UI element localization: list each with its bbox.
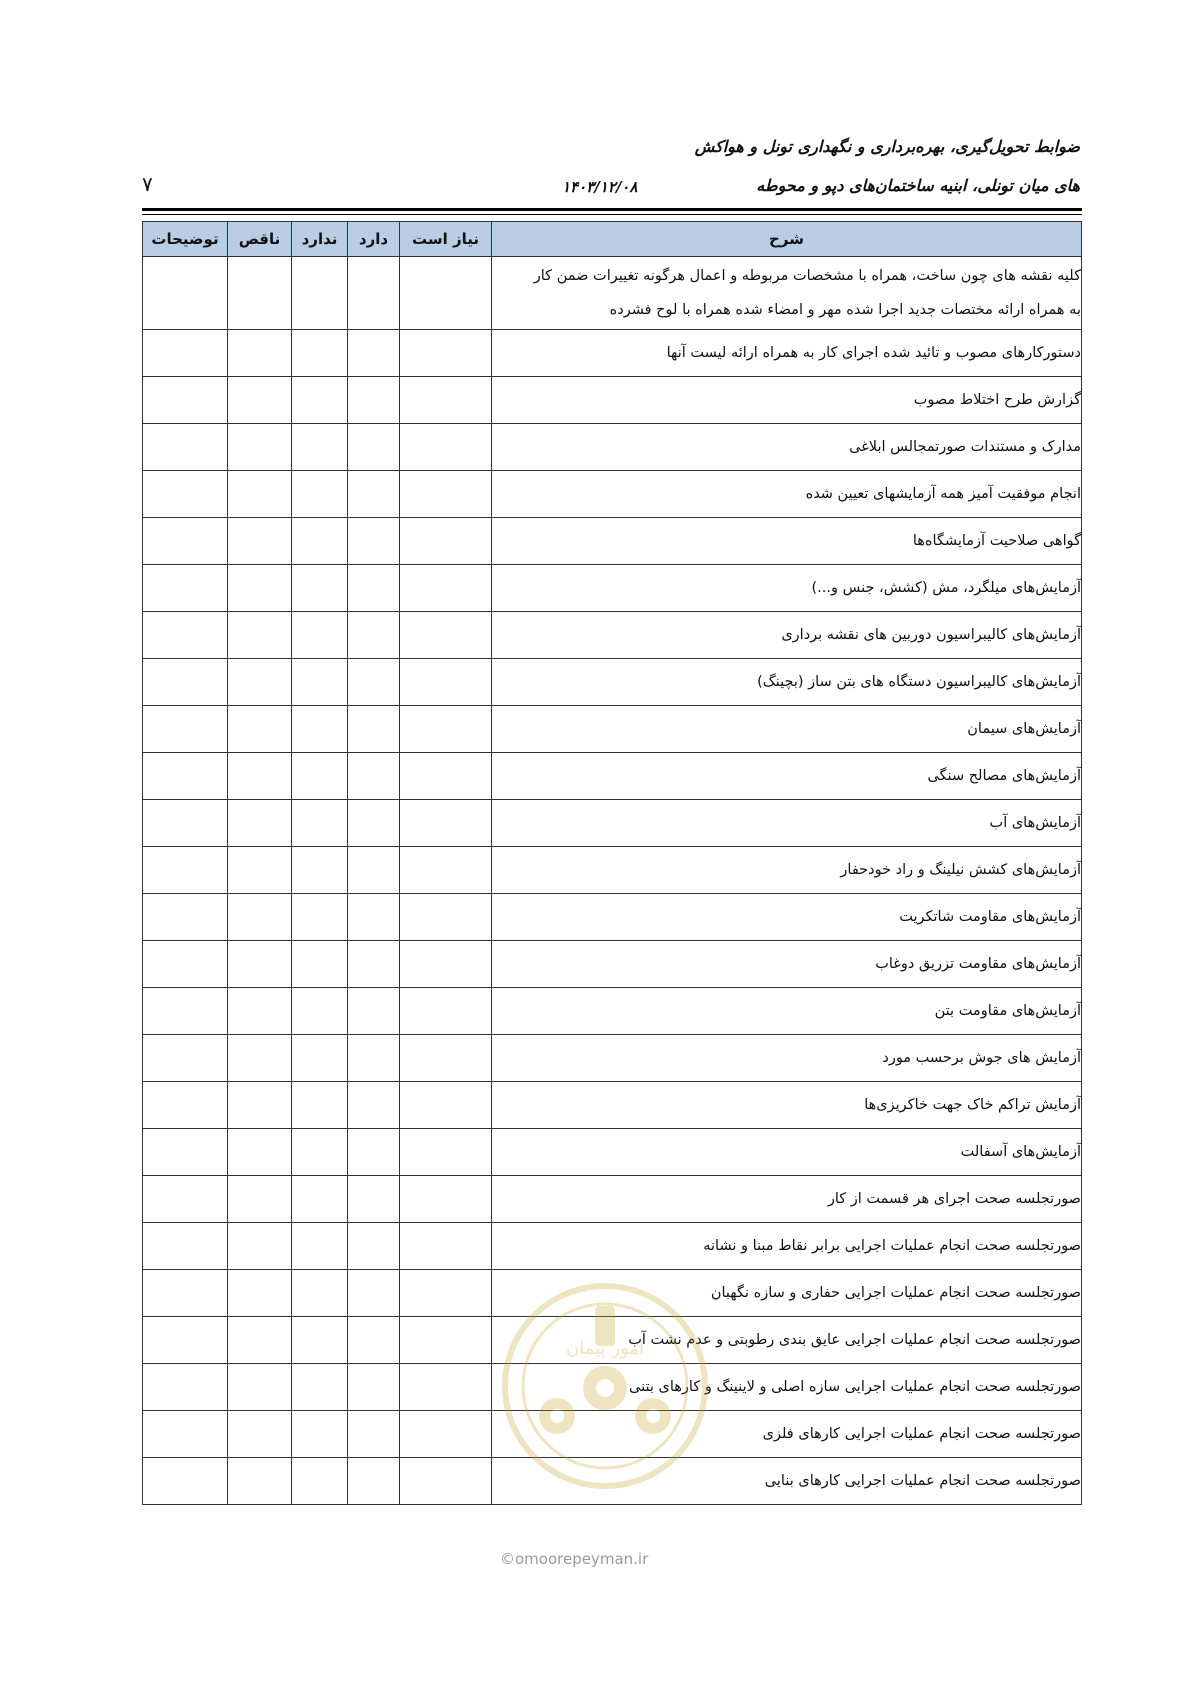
document-date: ۱۴۰۳/۱۲/۰۸: [562, 178, 638, 196]
watermark-url: [500, 1550, 648, 1568]
notes-cell[interactable]: [143, 1176, 228, 1223]
table-row: [143, 1035, 1082, 1082]
row-description-line: آزمایش‌های کالیبراسیون دستگاه های بتن ساز (بچینگ): [757, 674, 1081, 690]
table-row: [143, 565, 1082, 612]
incomplete-cell[interactable]: [228, 424, 292, 471]
notes-cell[interactable]: [143, 1458, 228, 1505]
row-description: [492, 424, 1082, 471]
has-cell[interactable]: [348, 988, 400, 1035]
has-cell[interactable]: [348, 1458, 400, 1505]
document-title-line1: ضوابط تحویل‌گیری، بهره‌برداری و نگهداری تونل و هواکش: [694, 137, 1080, 156]
has-not-cell[interactable]: [292, 612, 348, 659]
has-cell[interactable]: [348, 1082, 400, 1129]
column-header-description: شرح: [492, 222, 1082, 257]
has-not-cell[interactable]: [292, 424, 348, 471]
row-description-line: آزمایش‌های آسفالت: [960, 1144, 1081, 1160]
incomplete-cell[interactable]: [228, 330, 292, 377]
has-not-cell[interactable]: [292, 847, 348, 894]
notes-cell[interactable]: [143, 612, 228, 659]
table-row: [143, 471, 1082, 518]
has-cell[interactable]: [348, 612, 400, 659]
incomplete-cell[interactable]: [228, 1223, 292, 1270]
row-description: [492, 894, 1082, 941]
column-header-required: نیاز است: [400, 222, 492, 257]
has-not-cell[interactable]: [292, 1082, 348, 1129]
incomplete-cell[interactable]: [228, 1082, 292, 1129]
table-row: [143, 894, 1082, 941]
row-description: [492, 471, 1082, 518]
incomplete-cell[interactable]: [228, 1129, 292, 1176]
has-not-cell[interactable]: [292, 377, 348, 424]
has-not-cell[interactable]: [292, 1364, 348, 1411]
row-description: [492, 941, 1082, 988]
table-header-row: [143, 222, 1082, 257]
row-description: [492, 1129, 1082, 1176]
row-description-line: آزمایش‌های سیمان: [967, 721, 1081, 737]
row-description-line: آزمایش‌های مقاومت تزریق دوغاب: [875, 956, 1081, 972]
table-row: [143, 424, 1082, 471]
has-cell[interactable]: [348, 1223, 400, 1270]
required-cell[interactable]: [400, 1317, 492, 1364]
has-cell[interactable]: [348, 659, 400, 706]
has-cell[interactable]: [348, 424, 400, 471]
row-description-line: دستورکارهای مصوب و تائید شده اجرای کار به همراه ارائه لیست آنها: [666, 345, 1081, 361]
row-description-line: صورتجلسه صحت اجرای هر قسمت از کار: [827, 1191, 1081, 1207]
notes-cell[interactable]: [143, 1364, 228, 1411]
incomplete-cell[interactable]: [228, 1411, 292, 1458]
table-row: [143, 1458, 1082, 1505]
has-not-cell[interactable]: [292, 894, 348, 941]
incomplete-cell[interactable]: [228, 377, 292, 424]
row-description: [492, 377, 1082, 424]
row-description-line: گواهی صلاحیت آزمایشگاه‌ها: [912, 533, 1081, 549]
row-description: [492, 988, 1082, 1035]
has-not-cell[interactable]: [292, 1035, 348, 1082]
required-cell[interactable]: [400, 1035, 492, 1082]
has-cell[interactable]: [348, 1270, 400, 1317]
column-header-incomplete: ناقص: [228, 222, 292, 257]
has-not-cell[interactable]: [292, 1270, 348, 1317]
required-cell[interactable]: [400, 941, 492, 988]
row-description: [492, 1364, 1082, 1411]
row-description-line: صورتجلسه صحت انجام عملیات اجرایی سازه اصلی و لاینینگ و کارهای بتنی: [629, 1379, 1081, 1395]
required-cell[interactable]: [400, 424, 492, 471]
notes-cell[interactable]: [143, 518, 228, 565]
notes-cell[interactable]: [143, 1317, 228, 1364]
row-description: [492, 659, 1082, 706]
table-row: [143, 941, 1082, 988]
header-rule-thin: [142, 214, 1082, 215]
table-row: [143, 377, 1082, 424]
row-description-line: صورتجلسه صحت انجام عملیات اجرایی عایق بندی رطوبتی و عدم نشت آب: [628, 1332, 1081, 1348]
notes-cell[interactable]: [143, 800, 228, 847]
required-cell[interactable]: [400, 1176, 492, 1223]
table-row: [143, 706, 1082, 753]
required-cell[interactable]: [400, 1364, 492, 1411]
required-cell[interactable]: [400, 1411, 492, 1458]
has-not-cell[interactable]: [292, 988, 348, 1035]
incomplete-cell[interactable]: [228, 612, 292, 659]
row-description-line: انجام موفقیت آمیز همه آزمایشهای تعیین شده: [805, 486, 1081, 502]
required-cell[interactable]: [400, 706, 492, 753]
column-header-has-not: ندارد: [292, 222, 348, 257]
has-cell[interactable]: [348, 847, 400, 894]
table-row: [143, 847, 1082, 894]
row-description: [492, 565, 1082, 612]
incomplete-cell[interactable]: [228, 753, 292, 800]
notes-cell[interactable]: [143, 753, 228, 800]
required-cell[interactable]: [400, 753, 492, 800]
incomplete-cell[interactable]: [228, 471, 292, 518]
row-description: [492, 1035, 1082, 1082]
table-row: [143, 612, 1082, 659]
table-row: [143, 753, 1082, 800]
notes-cell[interactable]: [143, 659, 228, 706]
notes-cell[interactable]: [143, 330, 228, 377]
has-not-cell[interactable]: [292, 800, 348, 847]
incomplete-cell[interactable]: [228, 1317, 292, 1364]
notes-cell[interactable]: [143, 988, 228, 1035]
row-description: [492, 706, 1082, 753]
row-description: [492, 1270, 1082, 1317]
incomplete-cell[interactable]: [228, 847, 292, 894]
row-description-line: صورتجلسه صحت انجام عملیات اجرایی کارهای بنایی: [764, 1473, 1081, 1489]
table-row: [143, 988, 1082, 1035]
has-not-cell[interactable]: [292, 941, 348, 988]
has-cell[interactable]: [348, 565, 400, 612]
row-description: [492, 1411, 1082, 1458]
incomplete-cell[interactable]: [228, 518, 292, 565]
row-description: [492, 330, 1082, 377]
row-description-line: آزمایش‌های مصالح سنگی: [927, 768, 1081, 784]
table-row: [143, 1129, 1082, 1176]
required-cell[interactable]: [400, 1082, 492, 1129]
table-row: [143, 1317, 1082, 1364]
incomplete-cell[interactable]: [228, 1270, 292, 1317]
row-description: [492, 800, 1082, 847]
has-not-cell[interactable]: [292, 471, 348, 518]
notes-cell[interactable]: [143, 377, 228, 424]
row-description-line: آزمایش تراکم خاک جهت خاکریزی‌ها: [864, 1097, 1081, 1113]
required-cell[interactable]: [400, 471, 492, 518]
incomplete-cell[interactable]: [228, 894, 292, 941]
has-not-cell[interactable]: [292, 706, 348, 753]
has-cell[interactable]: [348, 1129, 400, 1176]
has-not-cell[interactable]: [292, 330, 348, 377]
incomplete-cell[interactable]: [228, 659, 292, 706]
notes-cell[interactable]: [143, 424, 228, 471]
has-cell[interactable]: [348, 518, 400, 565]
has-not-cell[interactable]: [292, 753, 348, 800]
required-cell[interactable]: [400, 1223, 492, 1270]
notes-cell[interactable]: [143, 471, 228, 518]
row-description: [492, 847, 1082, 894]
row-description-line: صورتجلسه صحت انجام عملیات اجرایی کارهای فلزی: [762, 1426, 1081, 1442]
row-description-line: آزمایش‌های میلگرد، مش (کشش، جنس و...): [811, 580, 1081, 596]
document-title-line2: های میان تونلی، ابنیه ساختمان‌های دپو و محوطه: [756, 176, 1080, 195]
row-description: [492, 1176, 1082, 1223]
required-cell[interactable]: [400, 659, 492, 706]
incomplete-cell[interactable]: [228, 800, 292, 847]
table-row: [143, 1082, 1082, 1129]
row-description-line: گزارش طرح اختلاط مصوب: [913, 392, 1081, 408]
incomplete-cell[interactable]: [228, 1364, 292, 1411]
table-row: [143, 800, 1082, 847]
row-description-line: آزمایش‌های آب: [989, 815, 1081, 831]
notes-cell[interactable]: [143, 1270, 228, 1317]
notes-cell[interactable]: [143, 1411, 228, 1458]
notes-cell[interactable]: [143, 1082, 228, 1129]
header-rule-thick: [142, 208, 1082, 211]
has-cell[interactable]: [348, 706, 400, 753]
watermark-url-text: omoorepeyman.ir: [515, 1550, 649, 1568]
has-cell[interactable]: [348, 1035, 400, 1082]
required-cell[interactable]: [400, 1129, 492, 1176]
required-cell[interactable]: [400, 377, 492, 424]
incomplete-cell[interactable]: [228, 1176, 292, 1223]
has-not-cell[interactable]: [292, 518, 348, 565]
required-cell[interactable]: [400, 894, 492, 941]
notes-cell[interactable]: [143, 941, 228, 988]
required-cell[interactable]: [400, 988, 492, 1035]
row-description-line: صورتجلسه صحت انجام عملیات اجرایی حفاری و سازه نگهبان: [710, 1285, 1081, 1301]
column-header-has: دارد: [348, 222, 400, 257]
notes-cell[interactable]: [143, 706, 228, 753]
has-cell[interactable]: [348, 1176, 400, 1223]
required-cell[interactable]: [400, 1270, 492, 1317]
incomplete-cell[interactable]: [228, 1458, 292, 1505]
row-description-line: آزمایش‌های مقاومت شاتکریت: [899, 909, 1081, 925]
has-cell[interactable]: [348, 1411, 400, 1458]
required-cell[interactable]: [400, 565, 492, 612]
has-not-cell[interactable]: [292, 1317, 348, 1364]
has-cell[interactable]: [348, 330, 400, 377]
checklist-table: [142, 221, 1082, 1505]
table-row: [143, 1176, 1082, 1223]
has-cell[interactable]: [348, 941, 400, 988]
row-description: [492, 1223, 1082, 1270]
notes-cell[interactable]: [143, 847, 228, 894]
row-description-line: کلیه نقشه های چون ساخت، همراه با مشخصات مربوطه و اعمال هرگونه تغییرات ضمن کار: [533, 268, 1081, 284]
incomplete-cell[interactable]: [228, 257, 292, 330]
row-description-line: آزمایش‌های کشش نیلینگ و راد خودحفار: [840, 862, 1081, 878]
notes-cell[interactable]: [143, 565, 228, 612]
has-not-cell[interactable]: [292, 565, 348, 612]
has-not-cell[interactable]: [292, 1129, 348, 1176]
required-cell[interactable]: [400, 612, 492, 659]
required-cell[interactable]: [400, 257, 492, 330]
table-row: [143, 1223, 1082, 1270]
row-description: [492, 753, 1082, 800]
incomplete-cell[interactable]: [228, 988, 292, 1035]
checklist-body: [143, 257, 1082, 1505]
has-not-cell[interactable]: [292, 659, 348, 706]
table-row: [143, 1411, 1082, 1458]
row-description-line: آزمایش‌های مقاومت بتن: [934, 1003, 1081, 1019]
notes-cell[interactable]: [143, 1223, 228, 1270]
has-cell[interactable]: [348, 894, 400, 941]
row-description: [492, 1317, 1082, 1364]
incomplete-cell[interactable]: [228, 1035, 292, 1082]
required-cell[interactable]: [400, 330, 492, 377]
required-cell[interactable]: [400, 847, 492, 894]
row-description: [492, 612, 1082, 659]
notes-cell[interactable]: [143, 1035, 228, 1082]
row-description: [492, 1082, 1082, 1129]
has-not-cell[interactable]: [292, 1223, 348, 1270]
has-cell[interactable]: [348, 1364, 400, 1411]
copyright-icon: ©: [500, 1550, 515, 1568]
has-not-cell[interactable]: [292, 257, 348, 330]
has-cell[interactable]: [348, 753, 400, 800]
table-row: [143, 330, 1082, 377]
row-description-line: مدارک و مستندات صورتمجالس ابلاغی: [849, 439, 1081, 455]
has-not-cell[interactable]: [292, 1458, 348, 1505]
row-description-line: به همراه ارائه مختصات جدید اجرا شده مهر و امضاء شده همراه با لوح فشرده: [609, 302, 1081, 318]
row-description: [492, 518, 1082, 565]
table-row: [143, 518, 1082, 565]
row-description-line: آزمایش‌های کالیبراسیون دوربین های نقشه برداری: [781, 627, 1081, 643]
table-row: [143, 659, 1082, 706]
page-number: ۷: [142, 172, 153, 196]
has-cell[interactable]: [348, 1317, 400, 1364]
incomplete-cell[interactable]: [228, 941, 292, 988]
row-description: [492, 257, 1082, 330]
has-cell[interactable]: [348, 377, 400, 424]
notes-cell[interactable]: [143, 257, 228, 330]
has-not-cell[interactable]: [292, 1411, 348, 1458]
has-cell[interactable]: [348, 471, 400, 518]
table-row: [143, 1270, 1082, 1317]
required-cell[interactable]: [400, 1458, 492, 1505]
incomplete-cell[interactable]: [228, 706, 292, 753]
table-row: [143, 1364, 1082, 1411]
has-not-cell[interactable]: [292, 1176, 348, 1223]
row-description-line: آزمایش های جوش برحسب مورد: [882, 1050, 1081, 1066]
notes-cell[interactable]: [143, 1129, 228, 1176]
column-header-notes: توضیحات: [143, 222, 228, 257]
has-cell[interactable]: [348, 800, 400, 847]
seal-text: امور پیمان: [566, 1338, 644, 1359]
row-description: [492, 1458, 1082, 1505]
notes-cell[interactable]: [143, 894, 228, 941]
incomplete-cell[interactable]: [228, 565, 292, 612]
required-cell[interactable]: [400, 800, 492, 847]
table-row: [143, 257, 1082, 330]
required-cell[interactable]: [400, 518, 492, 565]
has-cell[interactable]: [348, 257, 400, 330]
row-description-line: صورتجلسه صحت انجام عملیات اجرایی برابر نقاط مبنا و نشانه: [703, 1238, 1081, 1254]
